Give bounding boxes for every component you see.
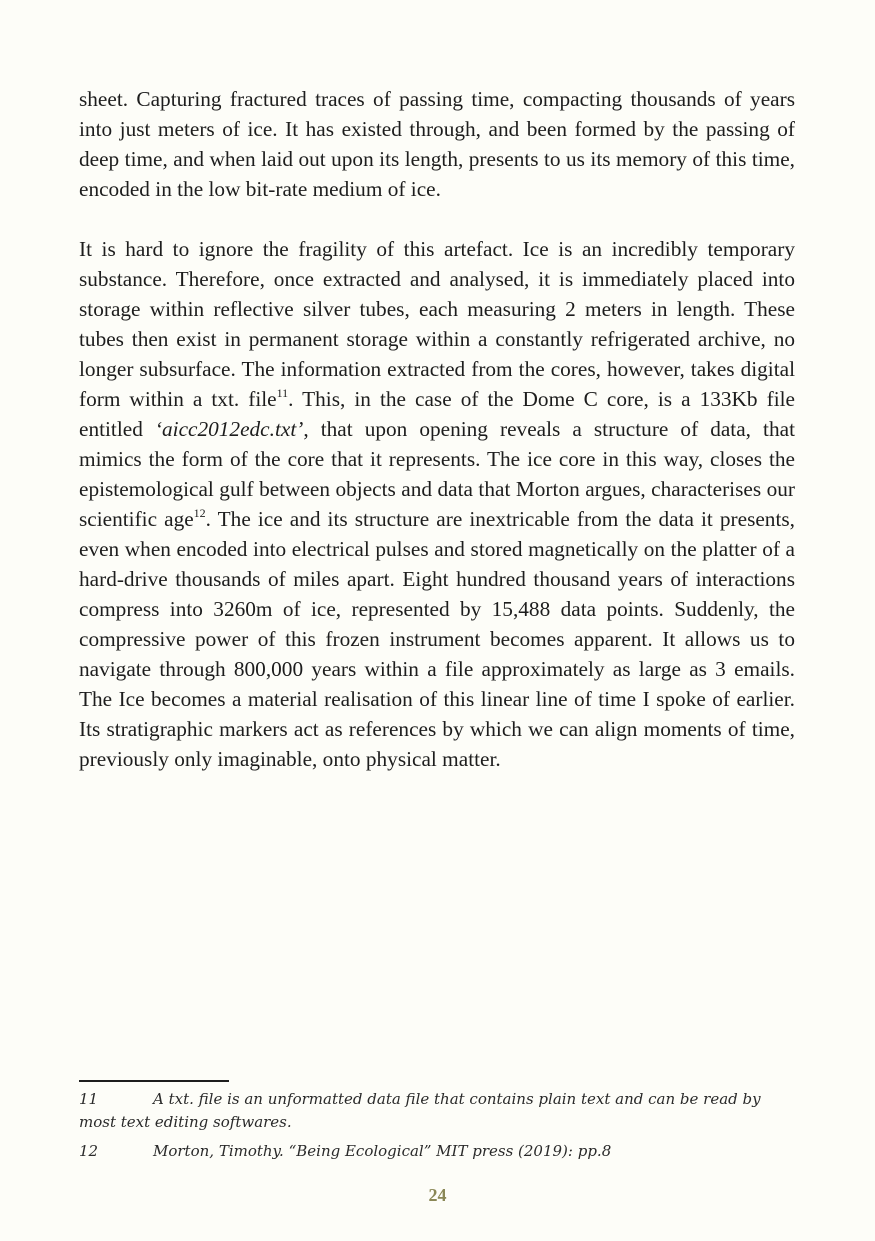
footnote-ref-11[interactable]: 11 [276, 385, 289, 400]
footnotes [79, 1088, 795, 1169]
paragraph-2 [79, 234, 795, 774]
footnote-number: 11 [79, 1090, 99, 1108]
paragraph-1 [79, 84, 795, 204]
paragraph-2-text-b: . This, in the case of the Dome C core, is a 133Kb file entitled [79, 387, 795, 441]
filename-italic: ‘aicc2012edc.txt’ [154, 417, 304, 441]
paragraph-1-text: sheet. Capturing fractured traces of passing time, compacting thousands of years into just meters of ice. It has existed through, and been formed by the passing of deep time, and when laid out upon its length, presents to us its memory of this time, encoded in the low bit-rate medium of ice. [79, 87, 795, 201]
paragraph-2-text-d: . The ice and its structure are inextricable from the data it presents, even when encoded into electrical pulses and stored magnetically on the platter of a hard-drive thousands of miles apart. Eight hundred thousand years of interactions compress into 3260m of ice, represented by 15,488 data points. Suddenly, the compressive power of this frozen instrument becomes apparent. It allows us to navigate through 800,000 years within a file approximately as large as 3 emails. The Ice becomes a material realisation of this linear line of time I spoke of earlier. Its stratigraphic markers act as references by which we can align moments of time, previously only imaginable, onto physical matter. [79, 507, 795, 771]
footnote-text: Morton, Timothy. “Being Ecological” MIT press (2019): pp.8 [153, 1142, 612, 1160]
footnote-11 [79, 1088, 795, 1134]
footnote-number: 12 [79, 1142, 99, 1160]
footnote-separator [79, 1080, 229, 1082]
body-text [79, 84, 795, 774]
paragraph-2-text-a: It is hard to ignore the fragility of this artefact. Ice is an incredibly temporary substance. Therefore, once extracted and analysed, it is immediately placed into storage within reflective silver tubes, each measuring 2 meters in length. These tubes then exist in permanent storage within a constantly refrigerated archive, no longer subsurface. The information extracted from the cores, however, takes digital form within a txt. file [79, 237, 795, 411]
footnote-text: A txt. file is an unformatted data file that contains plain text and can be read by most text editing softwares. [79, 1090, 761, 1131]
footnote-ref-12[interactable]: 12 [193, 505, 206, 520]
paragraph-2-text-c: , that upon opening reveals a structure of data, that mimics the form of the core that it represents. The ice core in this way, closes the epistemological gulf between objects and data that Morton argues, characterises our scientific age [79, 417, 795, 531]
footnote-12 [79, 1140, 795, 1163]
page-number: 24 [428, 1185, 447, 1205]
